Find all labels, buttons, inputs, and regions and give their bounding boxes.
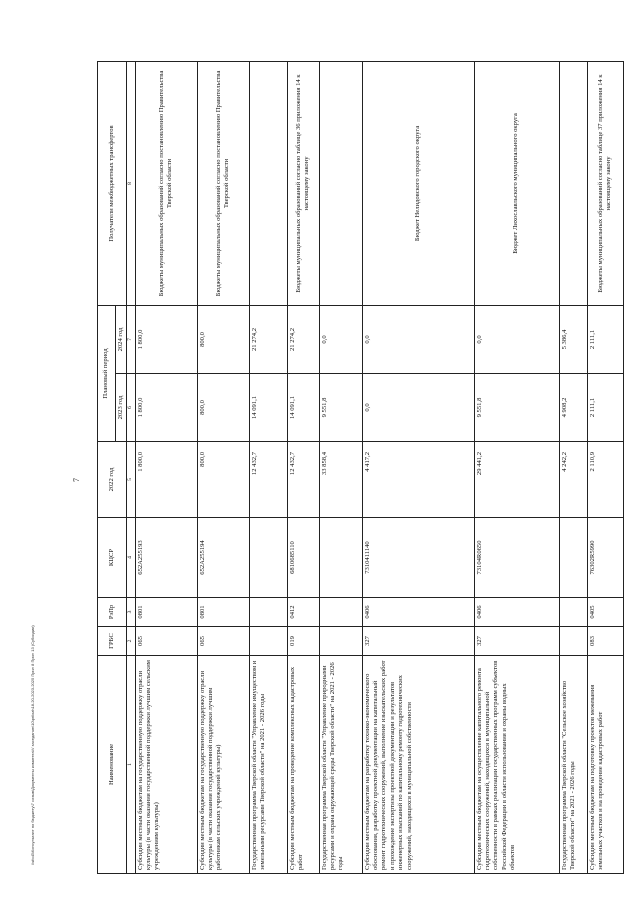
row-name: Субсидии местным бюджетам на разработку технико-экономического обоснования, разработку проектной документации на капитальный ремонт гидротехнических сооружений, выполнение изыскательских работ и прохождение экспертизы проектной документации и результатов инженерных изысканий по капитальному ремонту гидротехнических сооружений, находящихся в муниципальной собственности xyxy=(362,656,474,874)
table-row xyxy=(362,62,474,874)
row-rzpr: 0801 xyxy=(135,598,197,627)
row-kcsr: 7310411140 xyxy=(362,518,474,598)
row-recipients: Бюджет Нелидовского городского округа xyxy=(362,62,474,306)
rotated-table-container xyxy=(97,62,613,874)
row-2024: 800,0 xyxy=(197,306,249,374)
row-kcsr: 652A255193 xyxy=(135,518,197,598)
table-row xyxy=(287,62,319,874)
row-2024: 1 800,0 xyxy=(135,306,197,374)
row-2023: 9 551,8 xyxy=(319,374,362,442)
row-rzpr: 0406 xyxy=(362,598,474,627)
row-kcsr: 76302R5990 xyxy=(587,518,623,598)
row-2023: 2 111,1 xyxy=(587,374,623,442)
header-2022: 2022 год xyxy=(98,442,127,518)
row-2024: 0,0 xyxy=(362,306,474,374)
row-grbs xyxy=(249,627,287,656)
row-recipients xyxy=(319,62,362,306)
row-2023: 800,0 xyxy=(197,374,249,442)
row-2024: 21 274,2 xyxy=(287,306,319,374)
row-recipients: Бюджеты муниципальных образований согласно таблице 37 приложения 14 к настоящему закону xyxy=(587,62,623,306)
table-row xyxy=(474,62,559,874)
row-2023: 9 551,8 xyxy=(474,374,559,442)
row-kcsr: 6810685110 xyxy=(287,518,319,598)
row-grbs: 065 xyxy=(135,627,197,656)
header-grbs: ГРБС xyxy=(98,627,127,656)
row-rzpr xyxy=(319,598,362,627)
row-grbs: 065 xyxy=(197,627,249,656)
row-name: Государственная программа Тверской области "Сельское хозяйство Тверской области" на 2021 - 2026 годы xyxy=(559,656,587,874)
row-kcsr xyxy=(249,518,287,598)
row-name: Субсидии местным бюджетам на осуществление капитального ремонта гидротехнических сооружений, находящихся в муниципальной собственности в рамках реализации государственных программ субъектов Российской Федерации в области использования и охраны водных объектов xyxy=(474,656,559,874)
page-number: 7 xyxy=(72,478,81,482)
footer-file-path-text: \\sfcd3\Консультант по бюджету\7 созыв\Документы комитета\V заседание\10\prilozh18-20-2023-2025 Прил 8 Прил 13 (Субсидии) xyxy=(30,625,35,865)
table-row xyxy=(197,62,249,874)
row-kcsr: 652A255194 xyxy=(197,518,249,598)
row-2023: 4 908,2 xyxy=(559,374,587,442)
row-rzpr: 0405 xyxy=(587,598,623,627)
row-grbs: 327 xyxy=(474,627,559,656)
subsidies-table xyxy=(97,61,624,874)
header-recipients: Получатели межбюджетных трансфертов xyxy=(98,62,127,306)
row-2024: 0,0 xyxy=(319,306,362,374)
header-name: Наименование xyxy=(98,656,127,874)
column-index: 5 xyxy=(127,442,135,518)
table-row xyxy=(587,62,623,874)
header-2023: 2023 год xyxy=(116,374,127,442)
row-2023: 14 091,1 xyxy=(287,374,319,442)
row-2024: 2 111,1 xyxy=(587,306,623,374)
row-grbs xyxy=(559,627,587,656)
row-rzpr xyxy=(249,598,287,627)
row-2023: 14 091,1 xyxy=(249,374,287,442)
row-kcsr xyxy=(319,518,362,598)
row-name: Субсидии местным бюджетам на проведение комплексных кадастровых работ xyxy=(287,656,319,874)
row-recipients: Бюджеты муниципальных образований согласно постановлению Правительства Тверской области xyxy=(135,62,197,306)
header-rzpr: РзПр xyxy=(98,598,127,627)
row-2022: 2 110,9 xyxy=(587,442,623,518)
row-rzpr: 0406 xyxy=(474,598,559,627)
row-recipients: Бюджеты муниципальных образований согласно постановлению Правительства Тверской области xyxy=(197,62,249,306)
row-rzpr: 0412 xyxy=(287,598,319,627)
row-2022: 29 441,2 xyxy=(474,442,559,518)
row-kcsr xyxy=(559,518,587,598)
row-2022: 800,0 xyxy=(197,442,249,518)
row-2024: 21 274,2 xyxy=(249,306,287,374)
column-index-row xyxy=(127,62,135,874)
row-grbs: 083 xyxy=(587,627,623,656)
column-index: 3 xyxy=(127,598,135,627)
table-row xyxy=(559,62,587,874)
row-2022: 12 432,7 xyxy=(287,442,319,518)
row-2022: 4 417,2 xyxy=(362,442,474,518)
row-name: Государственная программа Тверской области "Управление имуществом и земельными ресурсами Тверской области" на 2021 - 2026 годы xyxy=(249,656,287,874)
row-2022: 4 242,2 xyxy=(559,442,587,518)
row-kcsr: 73104R0650 xyxy=(474,518,559,598)
table-row xyxy=(249,62,287,874)
row-2024: 5 386,4 xyxy=(559,306,587,374)
column-index: 4 xyxy=(127,518,135,598)
row-recipients xyxy=(249,62,287,306)
row-name: Субсидии местным бюджетам на государственную поддержку отрасли культуры (в части оказания государственной поддержки лучшим сельским учреждениям культуры) xyxy=(135,656,197,874)
column-index: 1 xyxy=(127,656,135,874)
row-grbs xyxy=(319,627,362,656)
row-grbs: 019 xyxy=(287,627,319,656)
row-2023: 1 800,0 xyxy=(135,374,197,442)
row-name: Субсидии местным бюджетам на государственную поддержку отрасли культуры (в части оказания государственной поддержки лучшим работникам сельских учреждений культуры) xyxy=(197,656,249,874)
row-name: Государственная программа Тверской области "Управление природными ресурсами и охрана окружающей среды Тверской области" на 2021 - 2026 годы xyxy=(319,656,362,874)
row-2024: 0,0 xyxy=(474,306,559,374)
row-rzpr: 0801 xyxy=(197,598,249,627)
column-index: 7 xyxy=(127,306,135,374)
row-recipients: Бюджет Лихославльского муниципального округа xyxy=(474,62,559,306)
column-index: 8 xyxy=(127,62,135,306)
row-grbs: 327 xyxy=(362,627,474,656)
table-row xyxy=(135,62,197,874)
header-kcsr: КЦСР xyxy=(98,518,127,598)
column-index: 2 xyxy=(127,627,135,656)
row-2022: 1 800,0 xyxy=(135,442,197,518)
table-row xyxy=(319,62,362,874)
row-recipients xyxy=(559,62,587,306)
footer-file-path xyxy=(30,625,42,877)
row-2022: 12 432,7 xyxy=(249,442,287,518)
row-2023: 0,0 xyxy=(362,374,474,442)
header-planned-period: Плановый период xyxy=(98,306,116,442)
column-index: 6 xyxy=(127,374,135,442)
row-name: Субсидии местным бюджетам на подготовку проектов межевания земельных участков и на проведение кадастровых работ xyxy=(587,656,623,874)
row-rzpr xyxy=(559,598,587,627)
row-2022: 33 858,4 xyxy=(319,442,362,518)
header-2024: 2024 год xyxy=(116,306,127,374)
row-recipients: Бюджеты муниципальных образований согласно таблице 36 приложения 14 к настоящему закону xyxy=(287,62,319,306)
